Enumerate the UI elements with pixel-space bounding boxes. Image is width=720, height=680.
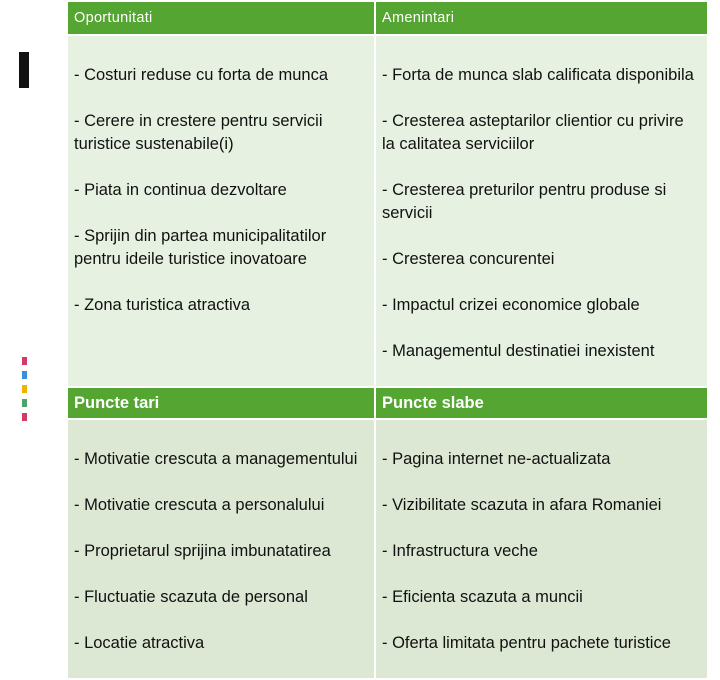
opportunity-item: - Zona turistica atractiva [74, 296, 251, 314]
decorative-square [22, 385, 27, 393]
weaknesses-header: Puncte slabe [375, 387, 708, 419]
decorative-square [22, 413, 27, 421]
decorative-square [22, 399, 27, 407]
threat-item: - Forta de munca slab calificata disponibila [382, 66, 694, 84]
opportunity-item: - Sprijin din partea municipalitatilor pentru ideile turistice inovatoare [74, 227, 327, 268]
weaknesses-cell [375, 419, 708, 679]
weakness-item: - Vizibilitate scazuta in afara Romaniei [382, 496, 662, 514]
threats-header: Amenintari [375, 1, 708, 35]
swot-table [66, 0, 709, 680]
strength-item: - Locatie atractiva [74, 634, 205, 652]
weakness-item: - Oferta limitata pentru pachete turistice [382, 634, 671, 652]
decorative-margin [0, 0, 60, 540]
weakness-item: - Eficienta scazuta a muncii [382, 588, 583, 606]
strength-item: - Motivatie crescuta a managementului [74, 450, 358, 468]
threat-item: - Cresterea asteptarilor clientior cu privire la calitatea serviciilor [382, 112, 684, 153]
decorative-square [22, 357, 27, 365]
threat-item: - Cresterea preturilor pentru produse si servicii [382, 181, 667, 222]
strength-item: - Fluctuatie scazuta de personal [74, 588, 308, 606]
decorative-square [22, 371, 27, 379]
threats-cell [375, 35, 708, 387]
opportunity-item: - Costuri reduse cu forta de munca [74, 66, 329, 84]
threat-item: - Managementul destinatiei inexistent [382, 342, 655, 360]
strengths-cell [67, 419, 375, 679]
opportunity-item: - Piata in continua dezvoltare [74, 181, 287, 199]
opportunities-cell [67, 35, 375, 387]
strength-item: - Motivatie crescuta a personalului [74, 496, 325, 514]
strengths-header: Puncte tari [67, 387, 375, 419]
threat-item: - Cresterea concurentei [382, 250, 555, 268]
strength-item: - Proprietarul sprijina imbunatatirea [74, 542, 331, 560]
opportunities-header: Oportunitati [67, 1, 375, 35]
decorative-black-bar [19, 52, 29, 88]
opportunity-item: - Cerere in crestere pentru servicii turistice sustenabile(i) [74, 112, 323, 153]
threat-item: - Impactul crizei economice globale [382, 296, 640, 314]
weakness-item: - Pagina internet ne-actualizata [382, 450, 611, 468]
weakness-item: - Infrastructura veche [382, 542, 538, 560]
